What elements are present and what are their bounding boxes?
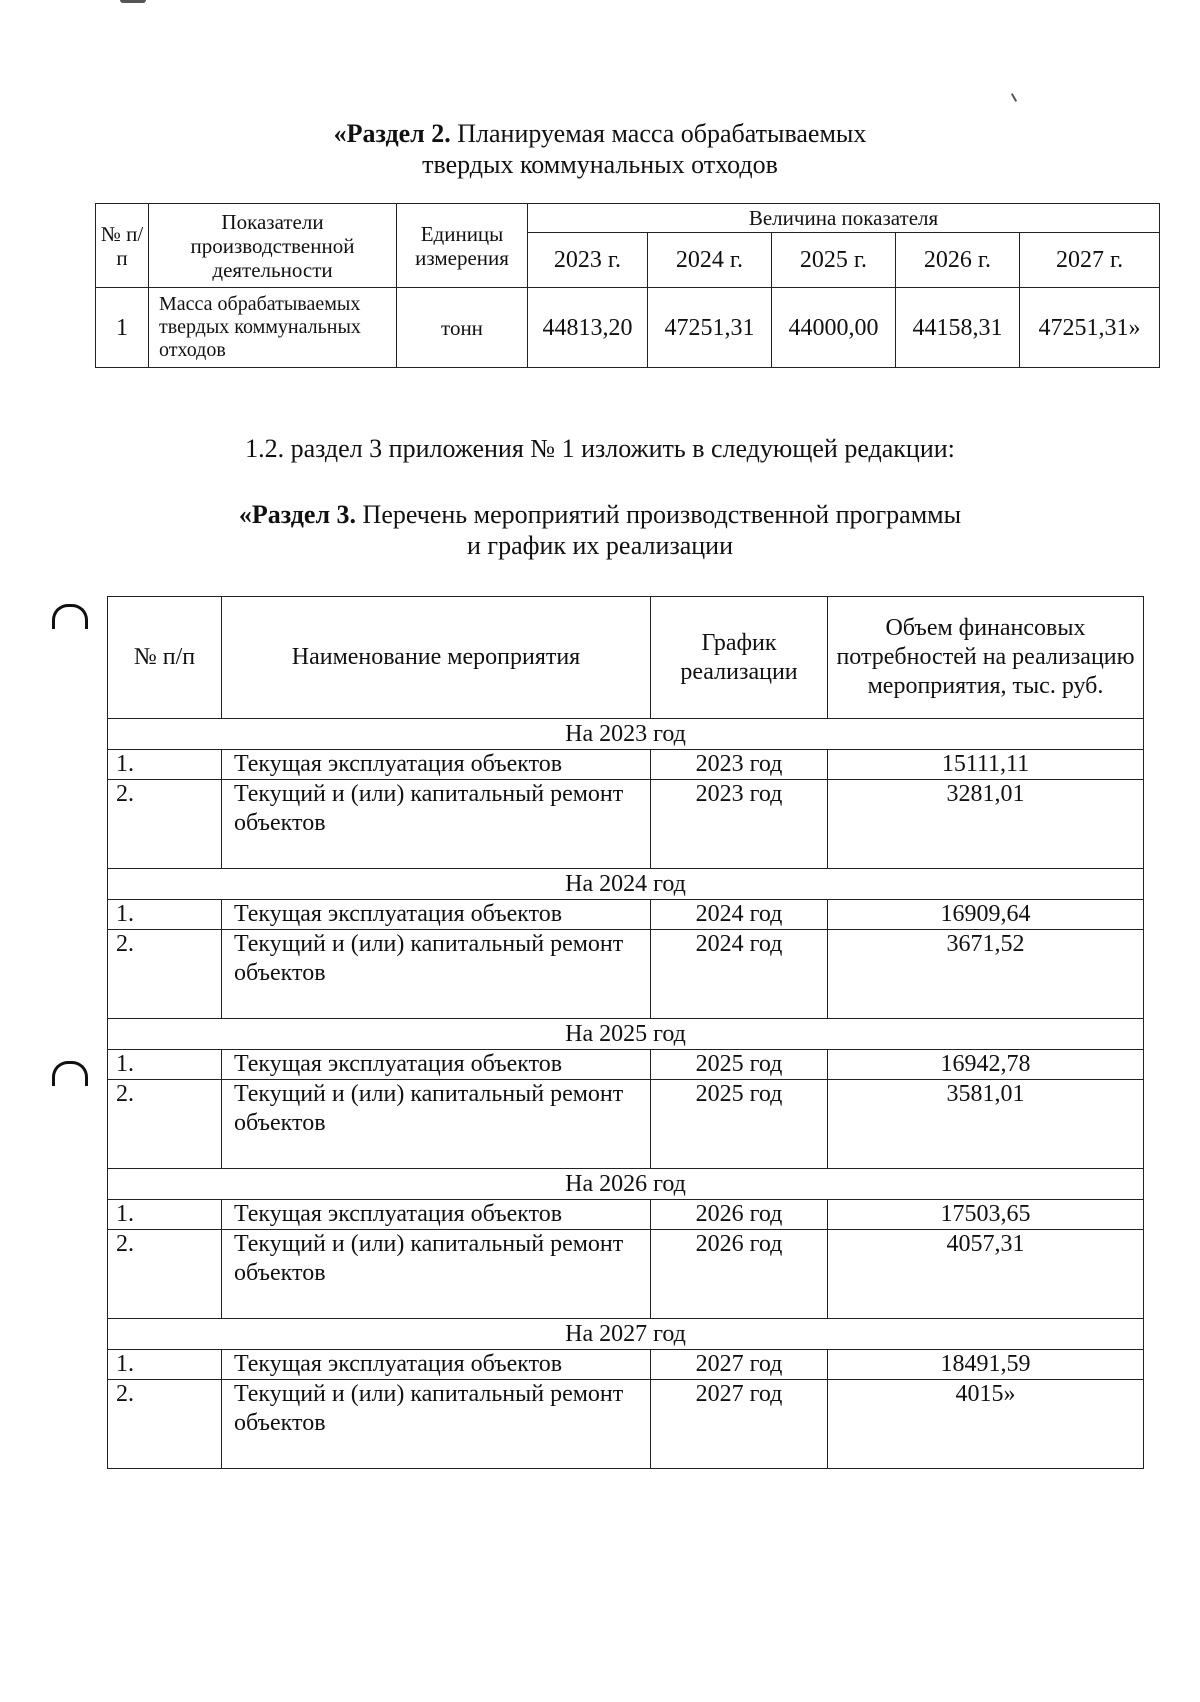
item-amount: 4015» <box>828 1380 1144 1469</box>
row-indicator: Масса обрабатываемых твердых коммунальных отходов <box>149 288 397 368</box>
item-amount: 17503,65 <box>828 1200 1144 1230</box>
item-amount: 18491,59 <box>828 1350 1144 1380</box>
binder-hole-mark <box>52 1061 88 1086</box>
item-name: Текущая эксплуатация объектов <box>222 1050 651 1080</box>
header-num: № п/п <box>96 204 149 288</box>
binder-hole-mark <box>52 604 88 629</box>
item-name: Текущая эксплуатация объектов <box>222 1200 651 1230</box>
item-num: 1. <box>108 750 222 780</box>
row-value: 44158,31 <box>896 288 1020 368</box>
year-section-label: На 2027 год <box>108 1319 1144 1350</box>
section2-title-line2: твердых коммунальных отходов <box>422 150 778 179</box>
item-amount: 3671,52 <box>828 930 1144 1019</box>
year-section-row <box>108 869 1144 900</box>
section3-title-line2: и график их реализации <box>467 531 733 560</box>
header-year: 2025 г. <box>772 233 896 288</box>
header-year: 2027 г. <box>1020 233 1160 288</box>
row-value: 44000,00 <box>772 288 896 368</box>
table-row <box>96 288 1160 368</box>
item-schedule: 2026 год <box>651 1200 828 1230</box>
item-schedule: 2027 год <box>651 1380 828 1469</box>
item-schedule: 2026 год <box>651 1230 828 1319</box>
row-num: 1 <box>96 288 149 368</box>
section2-title-bold: «Раздел 2. <box>333 119 451 148</box>
table-row <box>108 1080 1144 1169</box>
row-value: 44813,20 <box>528 288 648 368</box>
item-schedule: 2027 год <box>651 1350 828 1380</box>
table-row <box>108 1050 1144 1080</box>
item-name: Текущий и (или) капитальный ремонт объектов <box>222 930 651 1019</box>
scan-speck <box>120 0 146 3</box>
item-num: 1. <box>108 900 222 930</box>
item-num: 1. <box>108 1350 222 1380</box>
item-name: Текущая эксплуатация объектов <box>222 1350 651 1380</box>
table-row <box>108 1380 1144 1469</box>
table-row <box>108 1350 1144 1380</box>
item-num: 2. <box>108 780 222 869</box>
header-year: 2026 г. <box>896 233 1020 288</box>
item-name: Текущий и (или) капитальный ремонт объектов <box>222 1380 651 1469</box>
header-year: 2024 г. <box>648 233 772 288</box>
item-num: 2. <box>108 930 222 1019</box>
year-section-row <box>108 1319 1144 1350</box>
item-schedule: 2025 год <box>651 1080 828 1169</box>
year-section-row <box>108 719 1144 750</box>
section3-title-bold: «Раздел 3. <box>238 500 357 529</box>
year-section-row <box>108 1169 1144 1200</box>
section3-title-line1: Перечень мероприятий производственной программы <box>362 500 962 529</box>
item-amount: 16942,78 <box>828 1050 1144 1080</box>
scan-speck <box>1011 93 1017 102</box>
item-num: 2. <box>108 1230 222 1319</box>
header-indicator: Показатели производственной деятельности <box>149 204 397 288</box>
item-name: Текущий и (или) капитальный ремонт объектов <box>222 1080 651 1169</box>
item-schedule: 2023 год <box>651 750 828 780</box>
header-year: 2023 г. <box>528 233 648 288</box>
item-num: 1. <box>108 1200 222 1230</box>
header-value-group: Величина показателя <box>528 204 1160 233</box>
item-num: 1. <box>108 1050 222 1080</box>
item-amount: 16909,64 <box>828 900 1144 930</box>
table-row <box>108 1200 1144 1230</box>
year-section-row <box>108 1019 1144 1050</box>
year-section-label: На 2023 год <box>108 719 1144 750</box>
table-row <box>108 900 1144 930</box>
header-amount: Объем финансовых потребностей на реализацию мероприятия, тыс. руб. <box>828 597 1144 719</box>
year-section-label: На 2025 год <box>108 1019 1144 1050</box>
row-value: 47251,31 <box>648 288 772 368</box>
item-schedule: 2024 год <box>651 900 828 930</box>
header-name: Наименование мероприятия <box>222 597 651 719</box>
item-name: Текущая эксплуатация объектов <box>222 900 651 930</box>
table-row <box>108 780 1144 869</box>
item-amount: 4057,31 <box>828 1230 1144 1319</box>
row-unit: тонн <box>397 288 528 368</box>
activities-table <box>107 596 1144 1469</box>
planned-mass-table <box>95 203 1160 368</box>
item-amount: 15111,11 <box>828 750 1144 780</box>
item-amount: 3581,01 <box>828 1080 1144 1169</box>
item-name: Текущий и (или) капитальный ремонт объектов <box>222 780 651 869</box>
header-num: № п/п <box>108 597 222 719</box>
item-schedule: 2025 год <box>651 1050 828 1080</box>
header-schedule: График реализации <box>651 597 828 719</box>
table-row <box>108 930 1144 1019</box>
section2-title-line1: Планируемая масса обрабатываемых <box>457 119 867 148</box>
table-row <box>108 1230 1144 1319</box>
year-section-label: На 2026 год <box>108 1169 1144 1200</box>
instruction-text: 1.2. раздел 3 приложения № 1 изложить в следующей редакции: <box>245 434 955 463</box>
item-name: Текущая эксплуатация объектов <box>222 750 651 780</box>
header-unit: Единицы измерения <box>397 204 528 288</box>
section2-title <box>0 118 1200 180</box>
item-schedule: 2023 год <box>651 780 828 869</box>
item-num: 2. <box>108 1380 222 1469</box>
item-schedule: 2024 год <box>651 930 828 1019</box>
item-name: Текущий и (или) капитальный ремонт объектов <box>222 1230 651 1319</box>
year-section-label: На 2024 год <box>108 869 1144 900</box>
item-num: 2. <box>108 1080 222 1169</box>
section3-title <box>0 499 1200 561</box>
item-amount: 3281,01 <box>828 780 1144 869</box>
row-value: 47251,31» <box>1020 288 1160 368</box>
table-row <box>108 750 1144 780</box>
